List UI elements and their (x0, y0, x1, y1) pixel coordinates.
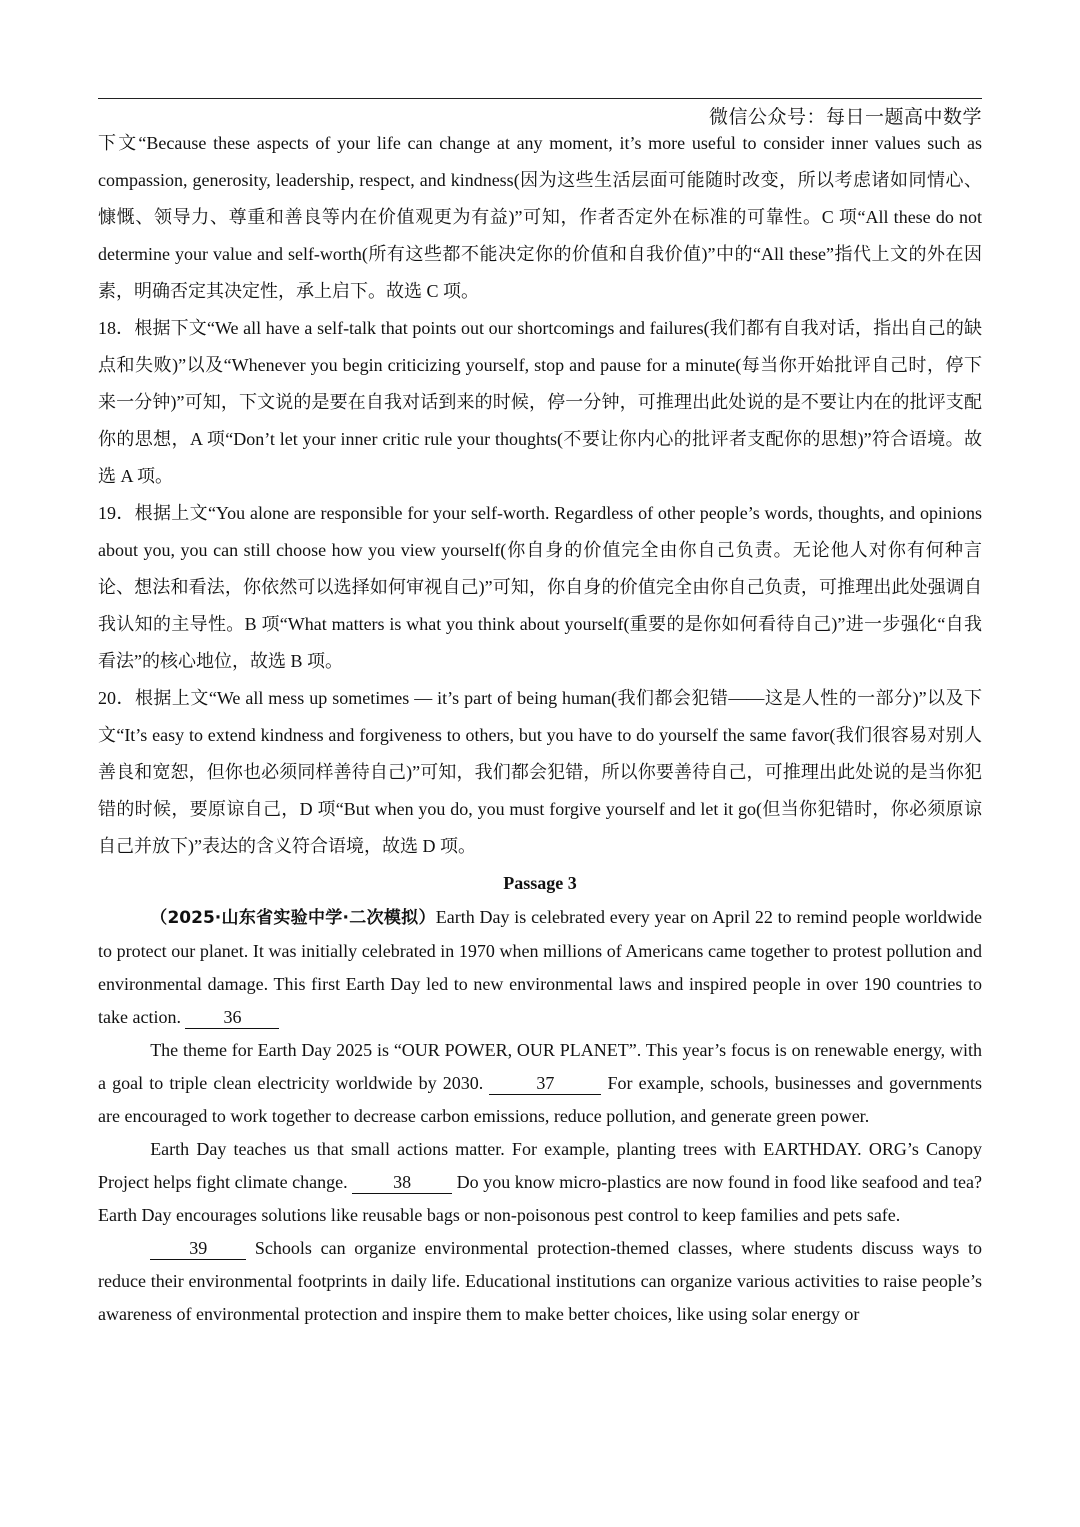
passage-paragraph-4 (98, 1232, 982, 1331)
blank-37[interactable]: 37 (489, 1072, 601, 1095)
paragraph-3-text: Earth Day teaches us that small actions matter. For example, planting trees with EARTHDAY. ORG’s Canopy Project helps fight climate change. (98, 1139, 982, 1192)
passage-paragraph-3 (98, 1133, 982, 1232)
paragraph-2-text-cont: For example, schools, businesses and governments are encouraged to work together to decrease carbon emissions, reduce pollution, and generate green power. (98, 1073, 983, 1126)
passage-paragraph-2 (98, 1034, 982, 1133)
answer-18: 18．根据下文“We all have a self-talk that points out our shortcomings and failures(我们都有自我对话，指出自己的缺点和失败)”以及“Whenever you begin criticizing yourself, stop and pause for a minute(每当你开始批评自己时，停下来一分钟)”可知，下文说的是要在自我对话到来的时候，停一分钟，可推理出此处说的是不要让内在的批评支配你的思想，A 项“Don’t let your inner critic rule your thoughts(不要让你内心的批评者支配你的思想)”符合语境。故选 A 项。 (98, 318, 982, 486)
answer-17-continued: 下文“Because these aspects of your life can change at any moment, it’s more useful to consider inner values such as compassion, generosity, leadership, respect, and kindness(因为这些生活层面可能随时改变，所以考虑诸如同情心、慷慨、领导力、尊重和善良等内在价值观更为有益)”可知，作者否定外在标准的可靠性。C 项“All these do not determine your value and self-worth(所有这些都不能决定你的价值和自我价值)”中的“All these”指代上文的外在因素，明确否定其决定性，承上启下。故选 C 项。 (98, 133, 982, 301)
header-wechat-text: 微信公众号：每日一题高中数学 (708, 106, 982, 128)
blank-39[interactable]: 39 (150, 1237, 246, 1260)
page-content (98, 125, 982, 1331)
blank-38[interactable]: 38 (352, 1171, 452, 1194)
passage-title: Passage 3 (503, 873, 577, 893)
answer-20: 20．根据上文“We all mess up sometimes — it’s part of being human(我们都会犯错——这是人性的一部分)”以及下文“It’s easy to extend kindness and forgiveness to others, but you have to do yourself the same favor(我们很容易对别人善良和宽恕，但你也必须同样善待自己)”可知，我们都会犯错，所以你要善待自己，可推理出此处说的是当你犯错的时候，要原谅自己，D 项“But when you do, you must forgive yourself and let it go(但当你犯错时，你必须原谅自己并放下)”表达的含义符合语境，故选 D 项。 (98, 688, 982, 856)
paragraph-1-text: Earth Day is celebrated every year on April 22 to remind people worldwide to protect our planet. It was initially celebrated in 1970 when millions of Americans came together to protest pollution and environmental damage. This first Earth Day led to new environmental laws and inspired people in over 190 countries to take action. (98, 907, 982, 1027)
passage-paragraph-1 (98, 901, 982, 1034)
passage-3 (98, 865, 982, 1331)
passage-source: （2025·山东省实验中学·二次模拟） (150, 908, 436, 928)
paragraph-4-text: Schools can organize environmental protection-themed classes, where students discuss ways to reduce their environmental footprints in daily life. Educational institutions can organize various activities to raise people’s awareness of environmental protection and inspire them to make better choices, like using solar energy or (98, 1238, 983, 1324)
paragraph-2-text: The theme for Earth Day 2025 is “OUR POWER, OUR PLANET”. This year’s focus is on renewable energy, with a goal to triple clean electricity worldwide by 2030. (98, 1040, 982, 1093)
paragraph-3-text-cont: Do you know micro-plastics are now found in food like seafood and tea? Earth Day encourages solutions like reusable bags or non-poisonous pest control to keep families and pets safe. (98, 1172, 983, 1225)
answer-explanations (98, 125, 982, 865)
header-rule (98, 98, 982, 99)
blank-36[interactable]: 36 (185, 1006, 279, 1029)
answer-19: 19．根据上文“You alone are responsible for your self-worth. Regardless of other people’s words, thoughts, and opinions about you, you can still choose how you view yourself(你自身的价值完全由你自己负责。无论他人对你有何种言论、想法和看法，你依然可以选择如何审视自己)”可知，你自身的价值完全由你自己负责，可推理出此处强调自我认知的主导性。B 项“What matters is what you think about yourself(重要的是你如何看待自己)”进一步强化“自我看法”的核心地位，故选 B 项。 (98, 503, 982, 671)
